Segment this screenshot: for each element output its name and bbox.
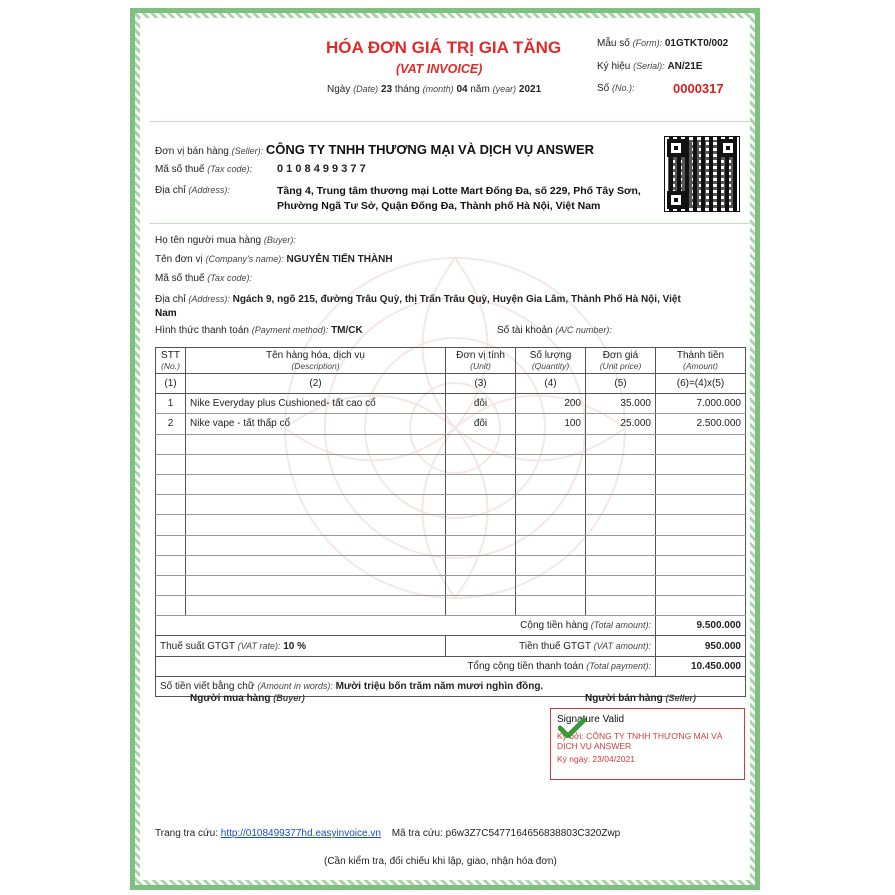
total-amount-label: Cộng tiền hàng (Total amount): — [156, 616, 656, 636]
footer-note: (Cần kiểm tra, đối chiếu khi lập, giao, nhận hóa đơn) — [324, 856, 557, 867]
seller-tax-row — [155, 164, 252, 175]
row-quantity: 200 — [516, 394, 586, 414]
vat-row — [156, 636, 746, 656]
payment-total-row — [156, 656, 746, 676]
buyer-address-row — [155, 294, 681, 305]
buyer-tax-label: Mã số thuế — [155, 273, 205, 284]
company-label: Tên đơn vị — [155, 254, 203, 265]
row-amount: 7.000.000 — [656, 394, 746, 414]
signed-by-line1: Ký bởi: CÔNG TY TNHH THƯƠNG MẠI VÀ — [557, 731, 723, 741]
date-label: Ngày — [327, 84, 351, 95]
table-row — [156, 414, 746, 434]
payment-method: TM/CK — [331, 325, 363, 336]
month-label-en: (month) — [422, 84, 454, 94]
table-row-empty — [156, 596, 746, 616]
invoice-date — [327, 84, 541, 95]
form-number — [597, 38, 728, 49]
col-num: (4) — [516, 374, 586, 394]
buyer-company-row — [155, 254, 393, 265]
invoice-frame — [130, 8, 760, 890]
buyer-address-line2: Nam — [155, 308, 177, 319]
header-no: STT (No.) — [156, 348, 186, 374]
buyer-address-label: Địa chỉ — [155, 294, 186, 305]
month-label: tháng — [394, 84, 420, 95]
lookup-code: p6w3Z7C5477164656838803C320Zwp — [445, 828, 621, 839]
checkmark-icon — [558, 718, 586, 738]
date-label-en: (Date) — [353, 84, 379, 94]
col-num: (1) — [156, 374, 186, 394]
amount-in-words: Số tiền viết bằng chữ (Amount in words): Mười triệu bốn trăm năm mươi nghìn đồng. — [156, 676, 746, 696]
seller-address-label-row — [155, 185, 230, 196]
buyer-address-label-en: (Address): — [188, 294, 230, 304]
date-day: 23 — [380, 84, 393, 95]
vat-rate-cell: Thuế suất GTGT (VAT rate): 10 % — [156, 636, 446, 656]
form-label: Mẫu số — [597, 38, 630, 49]
date-month: 04 — [456, 84, 468, 95]
header-quantity: Số lượng (Quantity) — [516, 348, 586, 374]
seller-name-row — [155, 142, 594, 157]
table-row-empty — [156, 454, 746, 474]
table-row — [156, 394, 746, 414]
header-unit: Đơn vị tính (Unit) — [446, 348, 516, 374]
seller-name: CÔNG TY TNHH THƯƠNG MẠI VÀ DỊCH VỤ ANSWER — [265, 142, 595, 157]
invoice-number-value: 0000317 — [673, 81, 724, 96]
table-row-empty — [156, 575, 746, 595]
table-header-row — [156, 348, 746, 374]
seller-tax-label: Mã số thuế — [155, 164, 205, 175]
year-label-en: (year) — [492, 84, 517, 94]
payment-label: Hình thức thanh toán — [155, 325, 249, 336]
amount-in-words-value: Mười triệu bốn trăm năm mươi nghìn đồng. — [335, 680, 544, 692]
payment-total-value: 10.450.000 — [656, 656, 746, 676]
total-amount-row — [156, 616, 746, 636]
buyer-company: NGUYỄN TIẾN THÀNH — [286, 254, 393, 265]
signed-date: Ký ngày: 23/04/2021 — [557, 754, 635, 764]
row-amount: 2.500.000 — [656, 414, 746, 434]
divider — [150, 223, 750, 224]
divider — [150, 121, 750, 122]
invoice-page — [140, 18, 750, 880]
invoice-subtitle: (VAT INVOICE) — [396, 62, 483, 76]
company-label-en: (Company's name): — [205, 254, 284, 264]
seller-address-label: Địa chỉ — [155, 185, 186, 196]
serial-label-en: (Serial): — [633, 61, 665, 71]
table-row-empty — [156, 535, 746, 555]
vat-rate-value: 10 % — [283, 640, 307, 652]
buyer-address-line1: Ngách 9, ngõ 215, đường Trâu Quỳ, thị Trấn Trâu Quỳ, Huyện Gia Lâm, Thành Phố Hà Nội, Việt — [232, 294, 681, 305]
account-label-en: (A/C number): — [555, 325, 612, 335]
serial-number — [597, 61, 702, 72]
buyer-signature-label: Người mua hàng (Buyer) — [190, 693, 305, 704]
row-unit: đôi — [446, 414, 516, 434]
column-number-row — [156, 374, 746, 394]
signature-valid-text: Signature Valid — [557, 714, 625, 725]
items-table — [155, 347, 746, 697]
lookup-code-label: Mã tra cứu: — [391, 828, 443, 839]
signed-by-line2: DỊCH VỤ ANSWER — [557, 741, 632, 751]
serial-label: Ký hiệu — [597, 61, 631, 72]
row-unit-price: 35.000 — [586, 394, 656, 414]
row-description: Nike vape - tất thấp cổ — [186, 414, 446, 434]
buyer-tax-label-en: (Tax code): — [207, 273, 252, 283]
vat-amount-value: 950.000 — [656, 636, 746, 656]
row-unit-price: 25.000 — [586, 414, 656, 434]
table-row-empty — [156, 474, 746, 494]
account-label: Số tài khoản — [497, 325, 553, 336]
form-label-en: (Form): — [632, 38, 663, 48]
seller-label: Đơn vị bán hàng — [155, 146, 229, 157]
row-no: 1 — [156, 394, 186, 414]
buyer-label-en: (Buyer): — [263, 235, 296, 245]
invoice-number — [597, 83, 635, 94]
row-no: 2 — [156, 414, 186, 434]
seller-address-line2: Phường Ngã Tư Sở, Quận Đống Đa, Thành phố Hà Nội, Việt Nam — [277, 200, 601, 212]
header-unit-price: Đơn giá (Unit price) — [586, 348, 656, 374]
header-amount: Thành tiền (Amount) — [656, 348, 746, 374]
seller-signature-label: Người bán hàng (Seller) — [585, 693, 696, 704]
buyer-name-row — [155, 235, 296, 246]
col-num: (6)=(4)x(5) — [656, 374, 746, 394]
table-row-empty — [156, 495, 746, 515]
vat-amount-label: Tiền thuế GTGT (VAT amount): — [446, 636, 656, 656]
seller-label-en: (Seller): — [231, 146, 264, 156]
row-quantity: 100 — [516, 414, 586, 434]
invoice-title: HÓA ĐƠN GIÁ TRỊ GIA TĂNG — [326, 38, 562, 57]
buyer-label: Họ tên người mua hàng — [155, 235, 262, 246]
seller-address-line1: Tầng 4, Trung tâm thương mại Lotte Mart Đống Đa, số 229, Phố Tây Sơn, — [277, 185, 641, 197]
date-year: 2021 — [518, 84, 542, 95]
col-num: (2) — [186, 374, 446, 394]
table-row-empty — [156, 434, 746, 454]
form-value: 01GTKT0/002 — [664, 38, 729, 49]
no-label-en: (No.): — [612, 83, 635, 93]
seller-address-label-en: (Address): — [188, 185, 230, 195]
payment-method-row — [155, 325, 363, 336]
qr-code-icon — [664, 136, 740, 212]
lookup-row — [155, 828, 620, 839]
seller-tax-code: 0 1 0 8 4 9 9 3 7 7 — [277, 163, 366, 175]
row-unit: đôi — [446, 394, 516, 414]
payment-label-en: (Payment method): — [251, 325, 329, 335]
col-num: (3) — [446, 374, 516, 394]
table-row-empty — [156, 555, 746, 575]
account-number-row — [497, 325, 612, 336]
row-description: Nike Everyday plus Cushioned- tất cao cổ — [186, 394, 446, 414]
lookup-link[interactable]: http://0108499377hd.easyinvoice.vn — [220, 828, 381, 839]
header-description: Tên hàng hóa, dịch vụ (Description) — [186, 348, 446, 374]
total-amount-value: 9.500.000 — [656, 616, 746, 636]
col-num: (5) — [586, 374, 656, 394]
serial-value: AN/21E — [667, 61, 703, 72]
no-label: Số — [597, 83, 610, 94]
seller-tax-label-en: (Tax code): — [207, 164, 252, 174]
year-label: năm — [470, 84, 490, 95]
table-row-empty — [156, 515, 746, 535]
buyer-tax-row — [155, 273, 252, 284]
lookup-label: Trang tra cứu: — [155, 828, 219, 839]
payment-total-label: Tổng cộng tiền thanh toán (Total payment): — [156, 656, 656, 676]
